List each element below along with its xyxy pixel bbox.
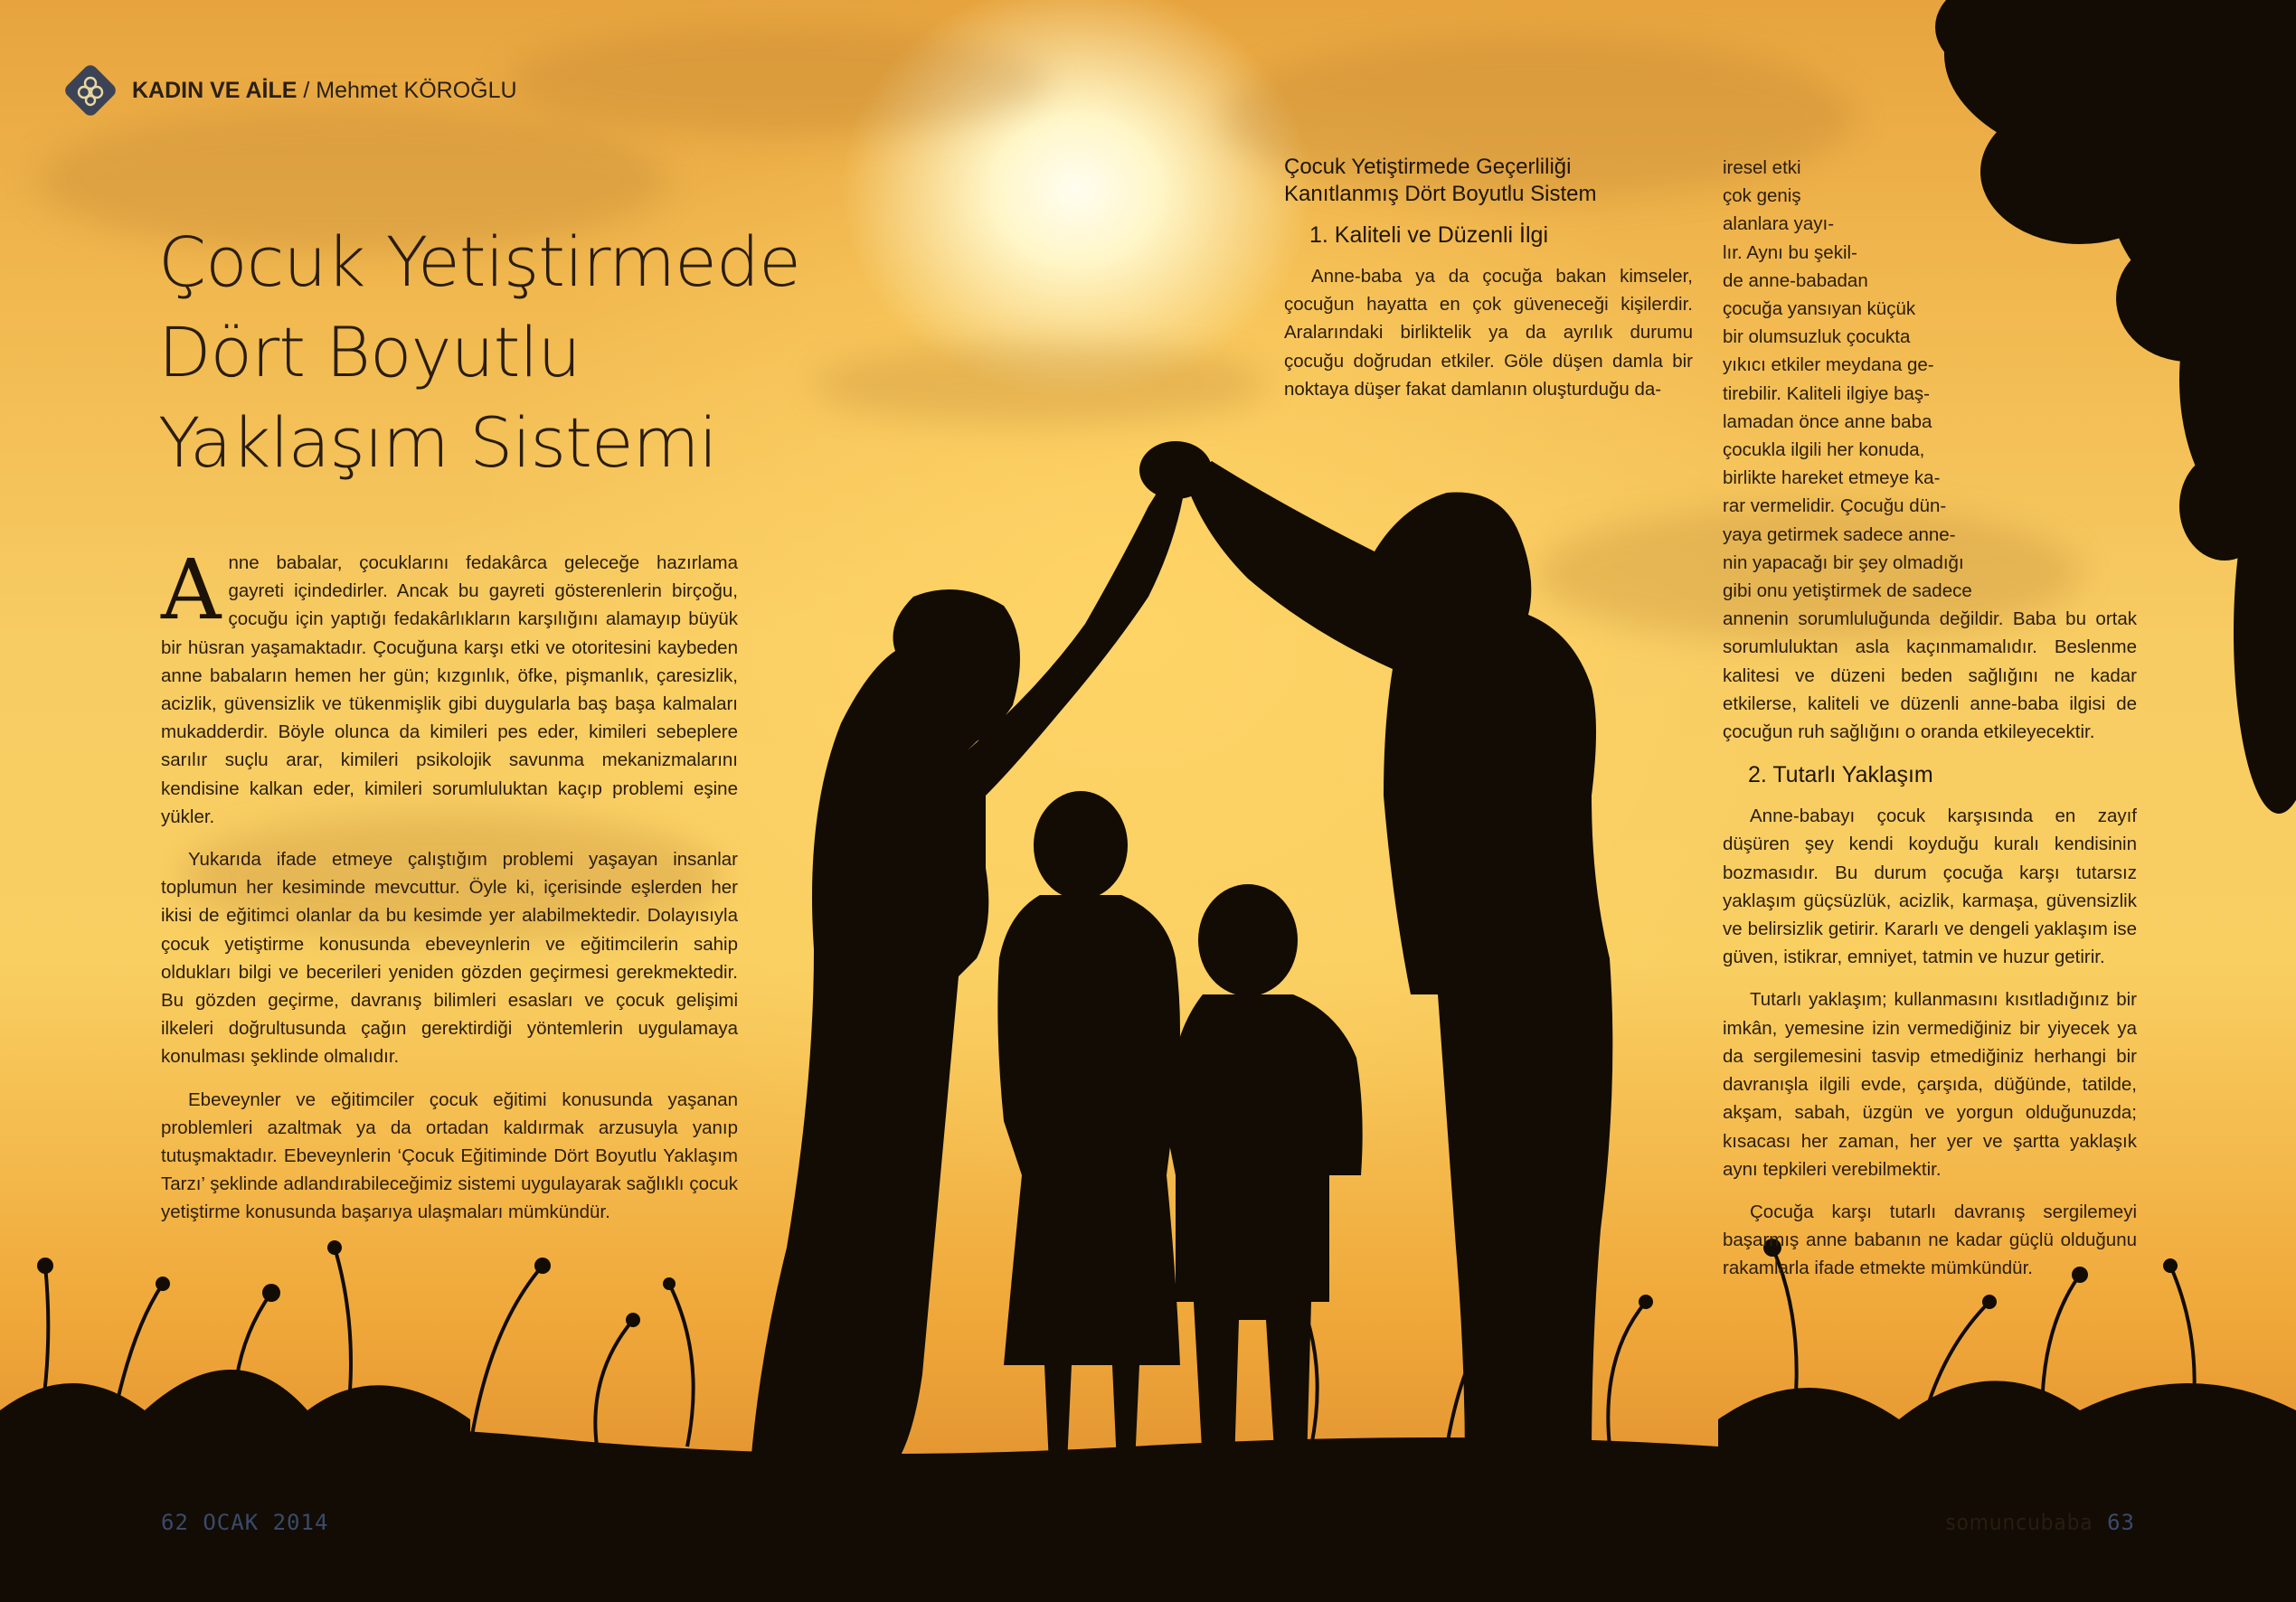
text-line: çocukla ilgili her konuda, (1723, 439, 1925, 461)
ornament-diamond-icon (60, 60, 121, 121)
text-line: lır. Aynı bu şekil- (1723, 241, 1857, 263)
title-line: Çocuk Yetiştirmede (158, 221, 800, 302)
text-line: çocuğa yansıyan küçük (1723, 298, 1916, 320)
text-line: yıkıcı etkiler meydana ge- (1723, 354, 1934, 376)
paragraph (161, 542, 738, 831)
magazine-name: somuncubaba (1945, 1510, 2093, 1535)
drop-cap: A (161, 542, 222, 638)
grass-silhouette (0, 1370, 2296, 1602)
text-line: tirebilir. Kaliteli ilgiye baş- (1723, 382, 1931, 404)
header-text (132, 78, 517, 104)
section-header (60, 60, 517, 121)
text-line: lamadan önce anne baba (1723, 410, 1932, 432)
text-line: çok geniş (1723, 185, 1801, 207)
author-name: Mehmet KÖROĞLU (316, 77, 517, 103)
subheading: 2. Tutarlı Yaklaşım (1748, 762, 1933, 788)
text-line: alanlara yayı- (1723, 213, 1835, 235)
section-title (1284, 154, 1693, 208)
paragraph: Tutarlı yaklaşım; kullanmasını kısıtladığınız bir imkân, yemesine izin vermediğiniz bir yiyecek ya da sergilemesini tasvip etmediğiniz herhangi bir davranışla ilgili evde, çarşıda, düğünde, tatilde, akşam, sabah, üzgün ve yorgun olduğunuzda; kısacası her zaman, her yer ve şartta yaklaşık aynı tepkileri verebilmektir. (1723, 989, 2137, 1180)
header-separator: / (297, 77, 317, 103)
section-title-line: Çocuk Yetiştirmede Geçerliliği (1284, 155, 1572, 179)
text-line: yaya getirmek sadece anne- (1723, 523, 1956, 545)
paragraph: Anne-babayı çocuk karşısında en zayıf düşüren şey kendi koyduğu kuralı kendisinin bozmasıdır. Bu durum çocuğa karşı tutarsız yaklaşım güçsüzlük, acizlik, karmaşa, güvensizlik ve belirsizlik getirir. Kararlı ve dengeli yaklaşım ise güven, istikrar, emniyet, tatmin ve huzur getirir. (1723, 806, 2137, 968)
paragraph: annenin sorumluluğunda değildir. Baba bu ortak sorumluluktan asla kaçınmamalıdır. Beslenme kalitesi ve düzeni beden sağlığını ne kadar etkilerse, kaliteli ve düzenli anne-baba ilgisi de çocuğun ruh sağlığını o oranda etkileyecektir. (1723, 608, 2137, 743)
article-title (158, 217, 882, 488)
text-column-2 (1284, 154, 1693, 418)
text-column-3 (1723, 154, 2137, 1297)
text-line: de anne-babadan (1723, 269, 1868, 291)
text-line: nin yapacağı bir şey olmadığı (1723, 551, 1964, 573)
paragraph (1723, 154, 2137, 605)
title-line: Dört Boyutlu (158, 312, 581, 392)
text-line: bir olumsuzluk çocukta (1723, 326, 1911, 348)
text-line: rar vermelidir. Çocuğu dün- (1723, 495, 1947, 517)
paragraph: Çocuğa karşı tutarlı davranış sergilemeyi başarmış anne babanın ne kadar güçlü olduğunu rakamlarla ifade etmekte mümkündür. (1723, 1201, 2137, 1279)
narrow-text-block (1723, 154, 2137, 605)
folio-right (1945, 1510, 2135, 1535)
paragraph: Yukarıda ifade etmeye çalıştığım problemi yaşayan insanlar toplumun her kesiminde mevcuttur. Öyle ki, içerisinde eşlerden her ikisi de eğitimci olanlar da bu kesimde yer alabilmektedir. Dolayısıyla çocuk yetiştirme konusunda ebeveynlerin ve eğitimcilerin sahip oldukları bilgi ve becerileri yeniden gözden geçirmesi gerekmektedir. Bu gözden geçirme, davranış bilimleri esasları ve çocuk gelişimi ilkeleri doğrultusunda çağın gerektirdiği yöntemlerin uygulamaya konulması şeklinde olmalıdır. (161, 849, 738, 1068)
folio-left (161, 1510, 328, 1535)
text-column-1 (161, 542, 738, 1241)
text-line: birlikte hareket etmeye ka- (1723, 467, 1941, 489)
page-number: 62 (161, 1510, 189, 1535)
text-line: gibi onu yetiştirmek de sadece (1723, 580, 1972, 602)
page-number: 63 (2107, 1510, 2135, 1535)
boy-silhouette (1167, 884, 1363, 1465)
text-line: iresel etki (1723, 157, 1801, 178)
subheading: 1. Kaliteli ve Düzenli İlgi (1309, 222, 1549, 248)
paragraph: Anne-baba ya da çocuğa bakan kimseler, çocuğun hayatta en çok güveneceği kişilerdir. Aralarındaki birliktelik ya da ayrılık durumu çocuğu doğrudan etkiler. Göle düşen damla bir noktaya düşer fakat damlanın oluşturduğu da- (1284, 266, 1693, 400)
paragraph: Ebeveynler ve eğitimciler çocuk eğitimi konusunda yaşanan problemleri azaltmak ya da ortadan kaldırmak arzusuyla yanıp tutuşmaktadır. Ebeveynlerin ‘Çocuk Eğitiminde Dört Boyutlu Yaklaşım Tarzı’ şeklinde adlandırabileceğimiz sistemi uygulayarak sağlıklı çocuk yetiştirme konusunda başarıya ulaşmaları mümkündür. (161, 1088, 738, 1223)
issue-date: OCAK 2014 (203, 1510, 329, 1535)
section-title-line: Kanıtlanmış Dört Boyutlu Sistem (1284, 182, 1597, 206)
girl-silhouette (997, 791, 1180, 1465)
title-line: Yaklaşım Sistemi (158, 402, 717, 483)
paragraph-text: nne babalar, çocuklarını fedakârca geleceğe hazırlama gayreti içindedirler. Ancak bu gayreti gösterenlerin birçoğu, çocuğu için yaptığı fedakârlıkların karşılığını alamayıp büyük bir hüsran yaşamaktadır. Çocuğuna karşı etki ve otoritesini kaybeden anne babaların hemen her gün; kızgınlık, öfke, pişmanlık, çaresizlik, acizlik, güvensizlik ve tükenmişlik gibi duygularla baş başa kalmaları mukadderdir. Böyle olunca da kimileri pes eder, kimileri sebeplere sarılır suçlu arar, kimileri psikolojik savunma mekanizmalarını kendisine kalkan eder, kimileri sorumluluktan kaçıp problemi eşine yükler. (161, 552, 738, 827)
section-name: KADIN VE AİLE (132, 77, 298, 103)
